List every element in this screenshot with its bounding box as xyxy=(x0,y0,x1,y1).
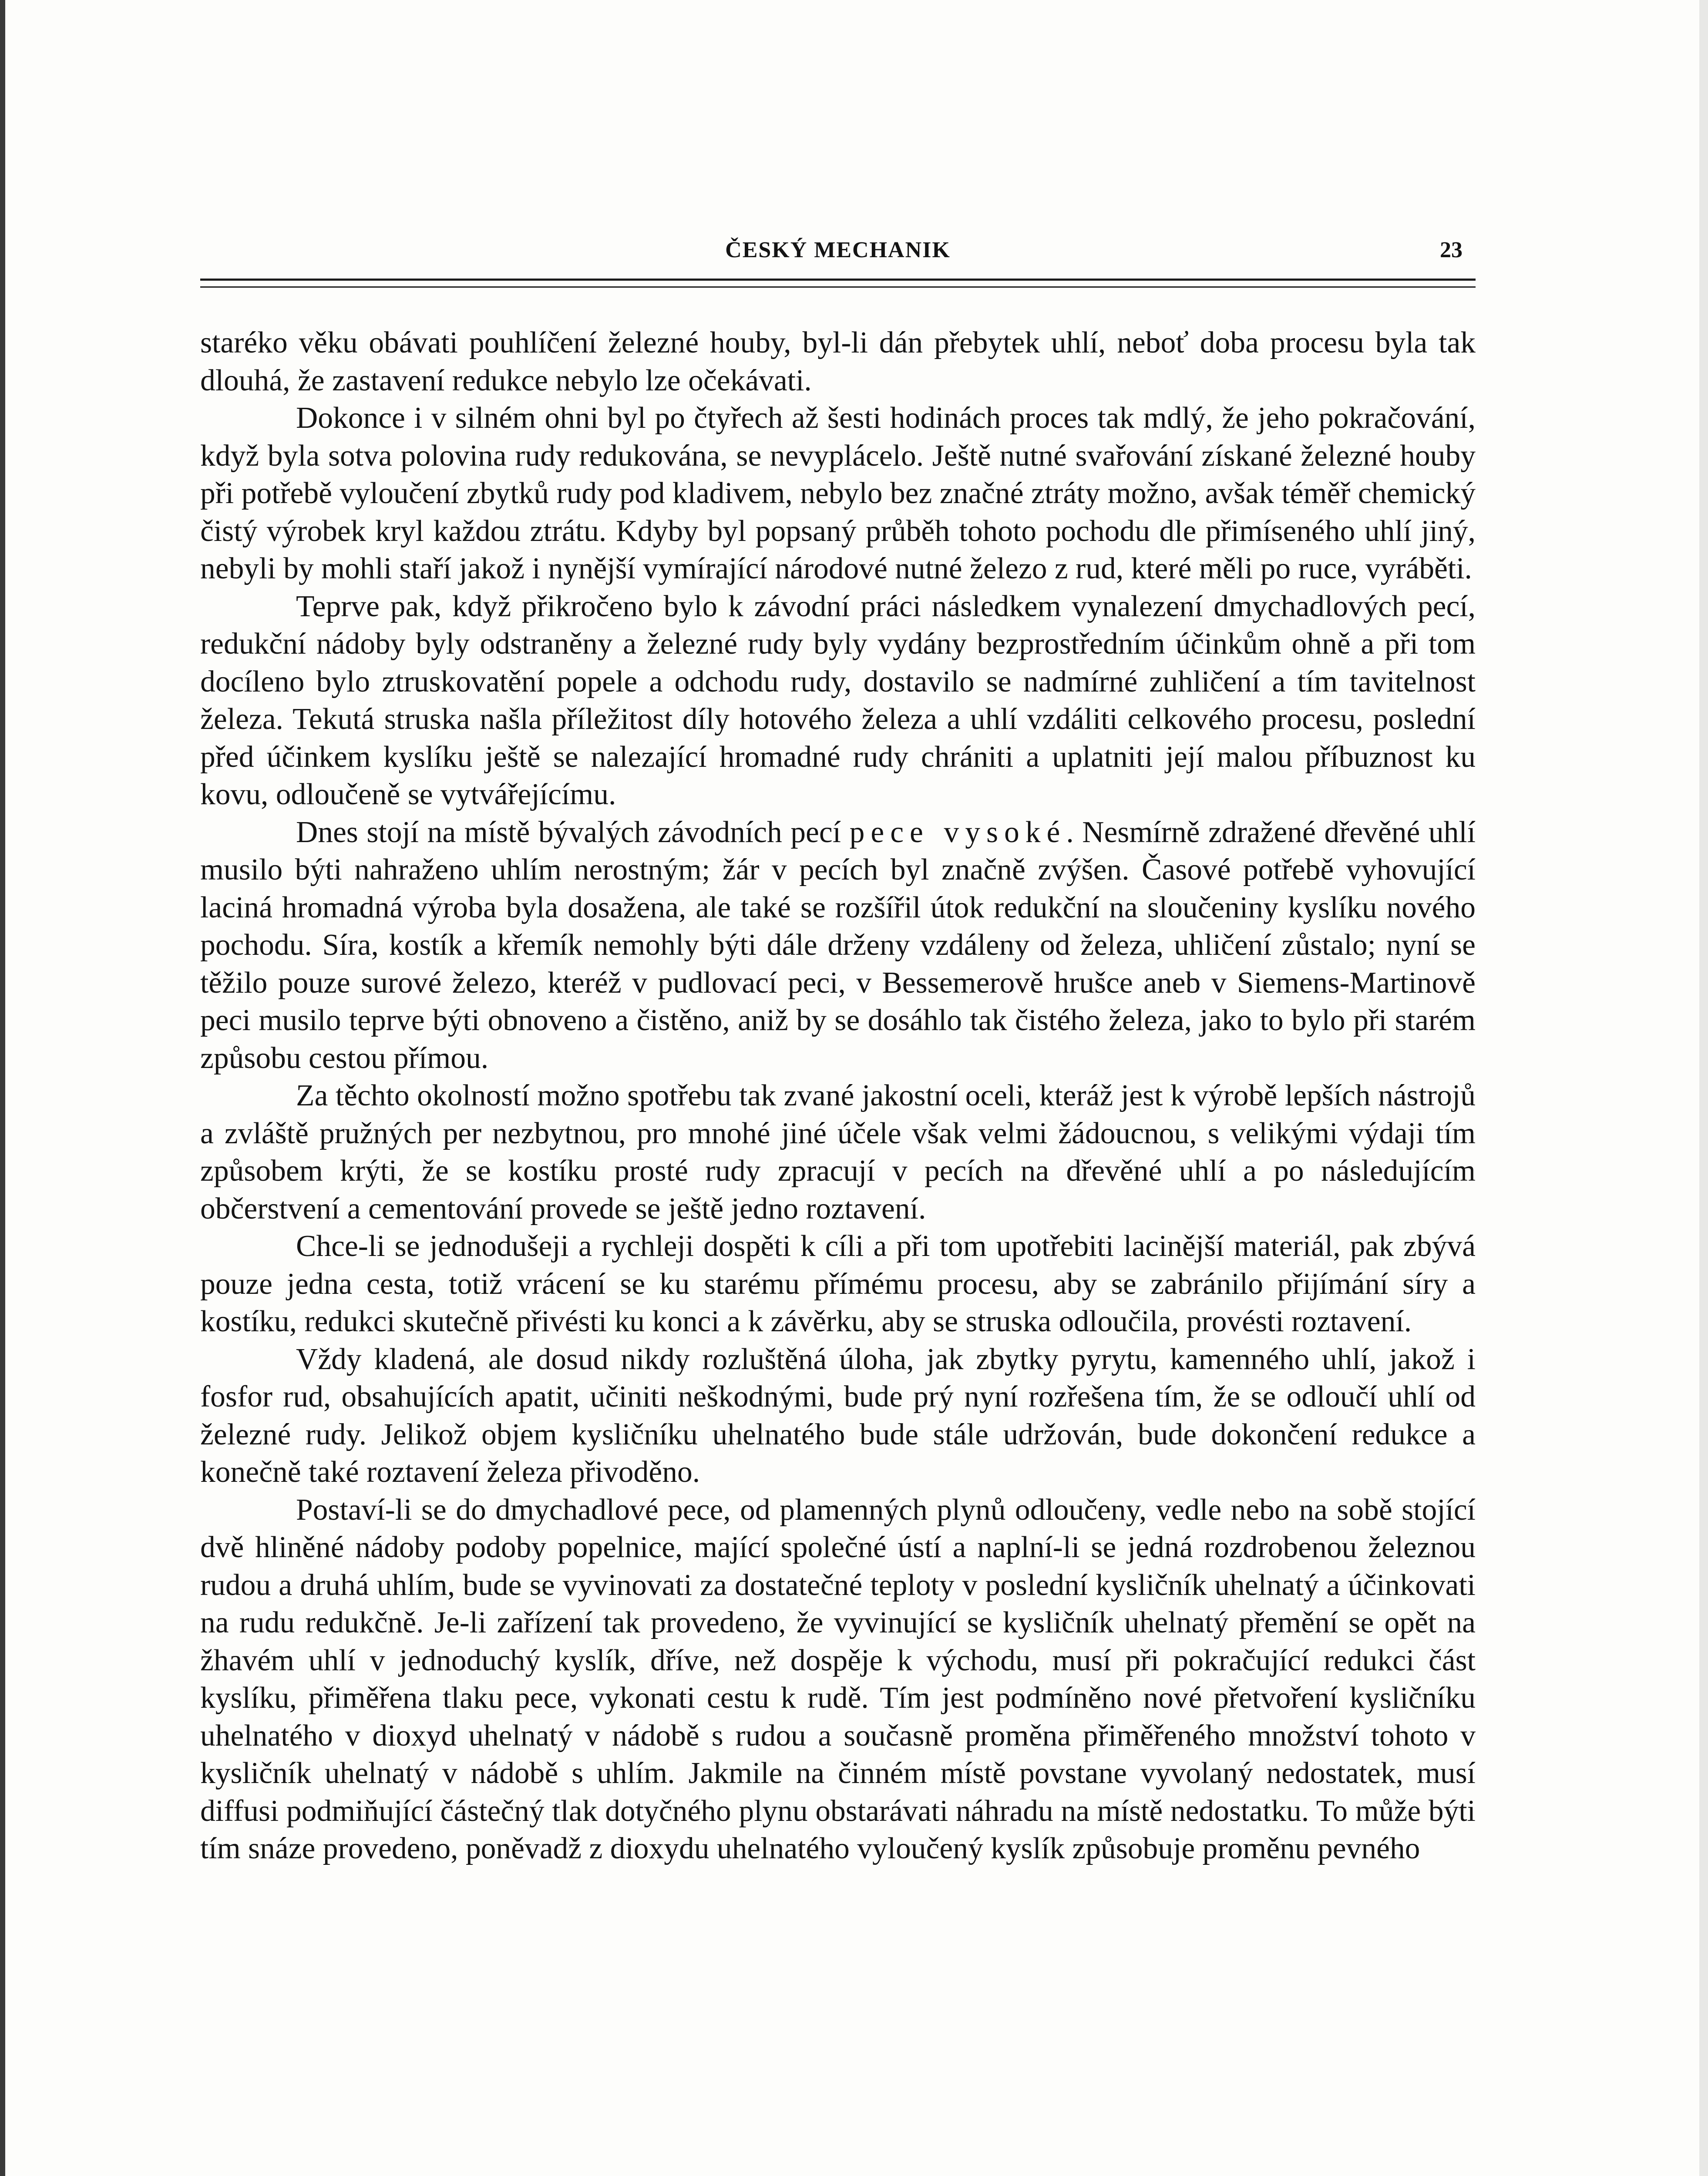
scan-right-edge xyxy=(1699,0,1708,2176)
paragraph-text-after: . Nesmírně zdražené dřevěné uhlí musilo býti nahraženo uhlím nerostným; žár v pecích byl značně zvýšen. Časové potřebě vyhovující laciná hromadná výroba byla dosažena, ale také se rozšířil útok redukční na sloučeniny kyslíku nového pochodu. Síra, kostík a křemík nemohly býti dále drženy vzdáleny od železa, uhličení zůstalo; nyní se těžilo pouze surové železo, kteréž v pudlovací peci, v Bessemerově hrušce aneb v Siemens-Martinově peci musilo teprve býti obnoveno a čistěno, aniž by se dosáhlo tak čistého železa, jako to bylo při starém způsobu cestou přímou. xyxy=(200,815,1476,1075)
paragraph-text-before: Dnes stojí na místě bývalých závodních pecí xyxy=(296,815,850,849)
running-head xyxy=(200,237,1476,268)
scan-binding-edge xyxy=(0,0,5,2176)
emphasized-term: pece vysoké xyxy=(849,815,1066,849)
paragraph-with-emphasis xyxy=(200,814,1476,1078)
header-rule-thin xyxy=(200,286,1476,288)
body-text xyxy=(200,324,1476,1868)
paragraph: Za těchto okolností možno spotřebu tak zvané jakostní oceli, kteráž jest k výrobě lepších nástrojů a zvláště pružných per nezbytnou, pro mnohé jiné účele však velmi žádoucnou, s velikými výdaji tím způsobem krýti, že se kostíku prosté rudy zpracují v pecích na dřevěné uhlí a po následujícím občerstvení a cementování provede se ještě jedno roztavení. xyxy=(200,1079,1476,1226)
running-title: ČESKÝ MECHANIK xyxy=(725,238,951,262)
page-number: 23 xyxy=(1440,238,1463,262)
paragraph-continuation: staréko věku obávati pouhlíčení železné houby, byl-li dán přebytek uhlí, neboť doba procesu byla tak dlouhá, že zastavení redukce nebylo lze očekávati. xyxy=(200,326,1476,397)
paragraph: Postaví-li se do dmychadlové pece, od plamenných plynů odloučeny, vedle nebo na sobě stojící dvě hliněné nádoby podoby popelnice, mající společné ústí a naplní-li se jedná rozdrobenou železnou rudou a druhá uhlím, bude se vyvinovati za dostatečné teploty v poslední kysličník uhelnatý a účinkovati na rudu redukčně. Je-li zařízení tak provedeno, že vyvinující se kysličník uhelnatý přemění se opět na žhavém uhlí v jednoduchý kyslík, dříve, než dospěje k východu, musí při pokračující redukci část kyslíku, přiměřena tlaku pece, vykonati cestu k rudě. Tím jest podmíněno nové přetvoření kysličníku uhelnatého v dioxyd uhelnatý v nádobě s rudou a současně proměna přiměřeného množství tohoto v kysličník uhelnatý v nádobě s uhlím. Jakmile na činném místě povstane vyvolaný nedostatek, musí diffusi podmiňující částečný tlak dotyčného plynu obstarávati náhradu na místě nedostatku. To může býti tím snáze provedeno, poněvadž z dioxydu uhelnatého vyloučený kyslík způsobuje proměnu pevného xyxy=(200,1493,1476,1865)
paragraph: Vždy kladená, ale dosud nikdy rozluštěná úloha, jak zbytky pyrytu, kamenného uhlí, jakož i fosfor rud, obsahujících apatit, učiniti neškodnými, bude prý nyní rozřešena tím, že se odloučí uhlí od železné rudy. Jelikož objem kysličníku uhelnatého bude stále udržován, bude dokončení redukce a konečně také roztavení železa přivoděno. xyxy=(200,1342,1476,1489)
paragraph: Dokonce i v silném ohni byl po čtyřech až šesti hodinách proces tak mdlý, že jeho pokračování, když byla sotva polovina rudy redukována, se nevyplácelo. Ještě nutné svařování získané železné houby při potřebě vyloučení zbytků rudy pod kladivem, nebylo bez značné ztráty možno, avšak téměř chemický čistý výrobek kryl každou ztrátu. Kdyby byl popsaný průběh tohoto pochodu dle přimíseného uhlí jiný, nebyli by mohli staří jakož i nynější vymírající národové nutné železo z rud, které měli po ruce, vyráběti. xyxy=(200,401,1476,585)
paragraph: Chce-li se jednodušeji a rychleji dospěti k cíli a při tom upotřebiti lacinější materiál, pak zbývá pouze jedna cesta, totiž vrácení se ku starému přímému procesu, aby se zabránilo přijímání síry a kostíku, redukci skutečně přivésti ku konci a k závěrku, aby se struska odloučila, provésti roztavení. xyxy=(200,1229,1476,1338)
paragraph: Teprve pak, když přikročeno bylo k závodní práci následkem vynalezení dmychadlových pecí, redukční nádoby byly odstraněny a železné rudy byly vydány bezprostředním účinkům ohně a při tom docíleno bylo ztruskovatění popele a odchodu rudy, dostavilo se nadmírné zuhličení a tím tavitelnost železa. Tekutá struska našla příležitost díly hotového železa a uhlí vzdáliti celkového procesu, poslední před účinkem kyslíku ještě se nalezající hromadné rudy chrániti a uplatniti její malou příbuznost ku kovu, odloučeně se vytvářejícímu. xyxy=(200,589,1476,811)
header-rule-thick xyxy=(200,279,1476,281)
